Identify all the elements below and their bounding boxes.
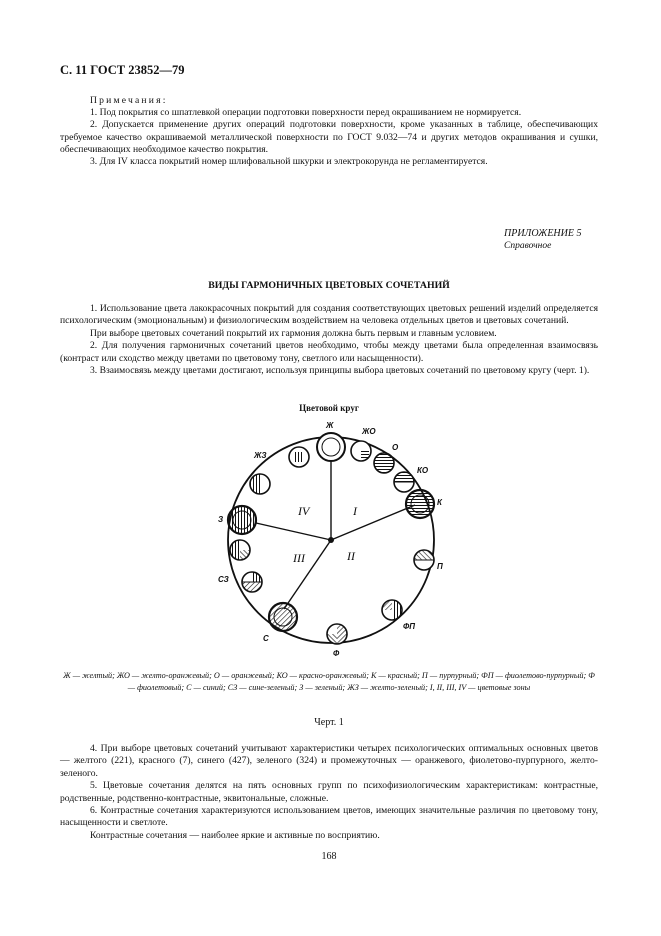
label-f: Ф (333, 649, 340, 658)
body-text-1 (60, 303, 598, 377)
label-sz: СЗ (218, 575, 229, 584)
zone-divider (256, 523, 331, 540)
label-z: З (218, 515, 224, 524)
label-ko: КО (417, 466, 429, 475)
section-title: ВИДЫ ГАРМОНИЧНЫХ ЦВЕТОВЫХ СОЧЕТАНИЙ (208, 280, 450, 291)
appendix-subtitle: Справочное (504, 241, 552, 251)
zone-label-iv: IV (298, 504, 310, 518)
color-wheel-diagram (200, 415, 460, 660)
label-p: П (437, 562, 443, 571)
color-circle-yellow-green-2 (289, 447, 309, 467)
color-circle-yellow-orange (351, 441, 371, 461)
label-zhz: ЖЗ (254, 451, 267, 460)
notes-title: Примечания: (90, 95, 168, 106)
body-text-2 (60, 743, 598, 842)
color-circle-blue (269, 603, 297, 631)
paragraph: 3. Взаимосвязь между цветами достигают, используя принципы выбора цветовых сочетаний по цветовому кругу (черт. 1). (90, 365, 590, 377)
color-circle-green-blue-split (230, 540, 250, 560)
color-circle-yellow (317, 433, 345, 461)
notes-block (60, 95, 598, 168)
zone-label-iii: III (293, 551, 305, 565)
label-fp: ФП (403, 622, 415, 631)
paragraph: При выборе цветовых сочетаний покрытий их гармония должна быть первым и главным условием. (90, 327, 497, 339)
label-zho: ЖО (362, 427, 376, 436)
paragraph: 6. Контрастные сочетания характеризуются использованием цветов, имеющих значительные различия по цветовому тону, насыщенности и светлоте. (60, 805, 598, 829)
figure-legend: Ж — желтый; ЖО — желто-оранжевый; О — оранжевый; КО — красно-оранжевый; К — красный; П — пурпурный; ФП — фиолетово-пурпурный; Ф — фиолетовый; С — синий; СЗ — сине-зеленый; З — зеленый; ЖЗ — желто-зеленый; I, II, III, IV — цветовые зоны (63, 671, 595, 692)
color-circle-violet (327, 624, 347, 644)
appendix-label (504, 227, 582, 253)
color-circle-red (406, 490, 434, 518)
paragraph: 4. При выборе цветовых сочетаний учитывают характеристики четырех психологических оптимальных основных цветов — желтого (221), красного (7), синего (427), зеленого (324) и промежуточных — оранжевого, фиолетово-пурпурного, желто-зеленого. (60, 743, 598, 779)
page-header: С. 11 ГОСТ 23852—79 (60, 63, 185, 77)
color-circle-violet-purple (382, 600, 402, 620)
paragraph: Контрастные сочетания — наиболее яркие и активные по восприятию. (90, 829, 380, 841)
note-item: 3. Для IV класса покрытий номер шлифовальной шкурки и электрокорунда не регламентируется. (90, 156, 488, 168)
note-item: 1. Под покрытия со шпатлевкой операции подготовки поверхности перед окрашиванием не нормируется. (90, 107, 522, 119)
label-o: О (392, 443, 399, 452)
paragraph: 2. Для получения гармоничных сочетаний цветов необходимо, чтобы между цветами была определенная взаимосвязь (контраст или сходство между цветами по цветовому тону, светлого или насыщенности). (60, 340, 598, 364)
color-circle-red-orange (394, 472, 414, 492)
color-circle-orange (374, 453, 394, 473)
zone-label-ii: II (347, 549, 355, 563)
page-number: 168 (321, 851, 337, 862)
figure-caption: Черт. 1 (314, 717, 344, 728)
note-item: 2. Допускается применение других операций подготовки поверхности, кроме указанных в таблице, обеспечивающих требуемое качество окрашиваемой металлической поверхности по ГОСТ 9.032—74 и других методов окрашивания и сушки, обеспечивающих необходимое качество покрытия. (60, 119, 598, 155)
paragraph: 1. Использование цвета лакокрасочных покрытий для создания соответствующих цветовых решений изделий определяется психологическим (эмоциональным) и физиологическим воздействием на человека отдельных цветов и цветовых сочетаний. (60, 303, 598, 327)
color-circle-purple (414, 550, 434, 570)
wheel-title: Цветовой круг (299, 403, 359, 413)
color-circle-green (228, 506, 256, 534)
label-zh: Ж (326, 421, 334, 430)
wheel-center-dot (328, 537, 334, 543)
appendix-title: ПРИЛОЖЕНИЕ 5 (504, 228, 582, 239)
label-k: К (437, 498, 442, 507)
zone-divider (284, 540, 331, 609)
zone-label-i: I (353, 504, 357, 518)
zone-divider (331, 505, 415, 540)
color-circle-yellow-green (250, 474, 270, 494)
paragraph: 5. Цветовые сочетания делятся на пять основных групп по психофизиологическим характеристикам: контрастные, родственные, родственно-контрастные, эквитональные, сложные. (60, 780, 598, 804)
color-circle-blue-green (242, 572, 262, 592)
label-s: С (263, 634, 269, 643)
